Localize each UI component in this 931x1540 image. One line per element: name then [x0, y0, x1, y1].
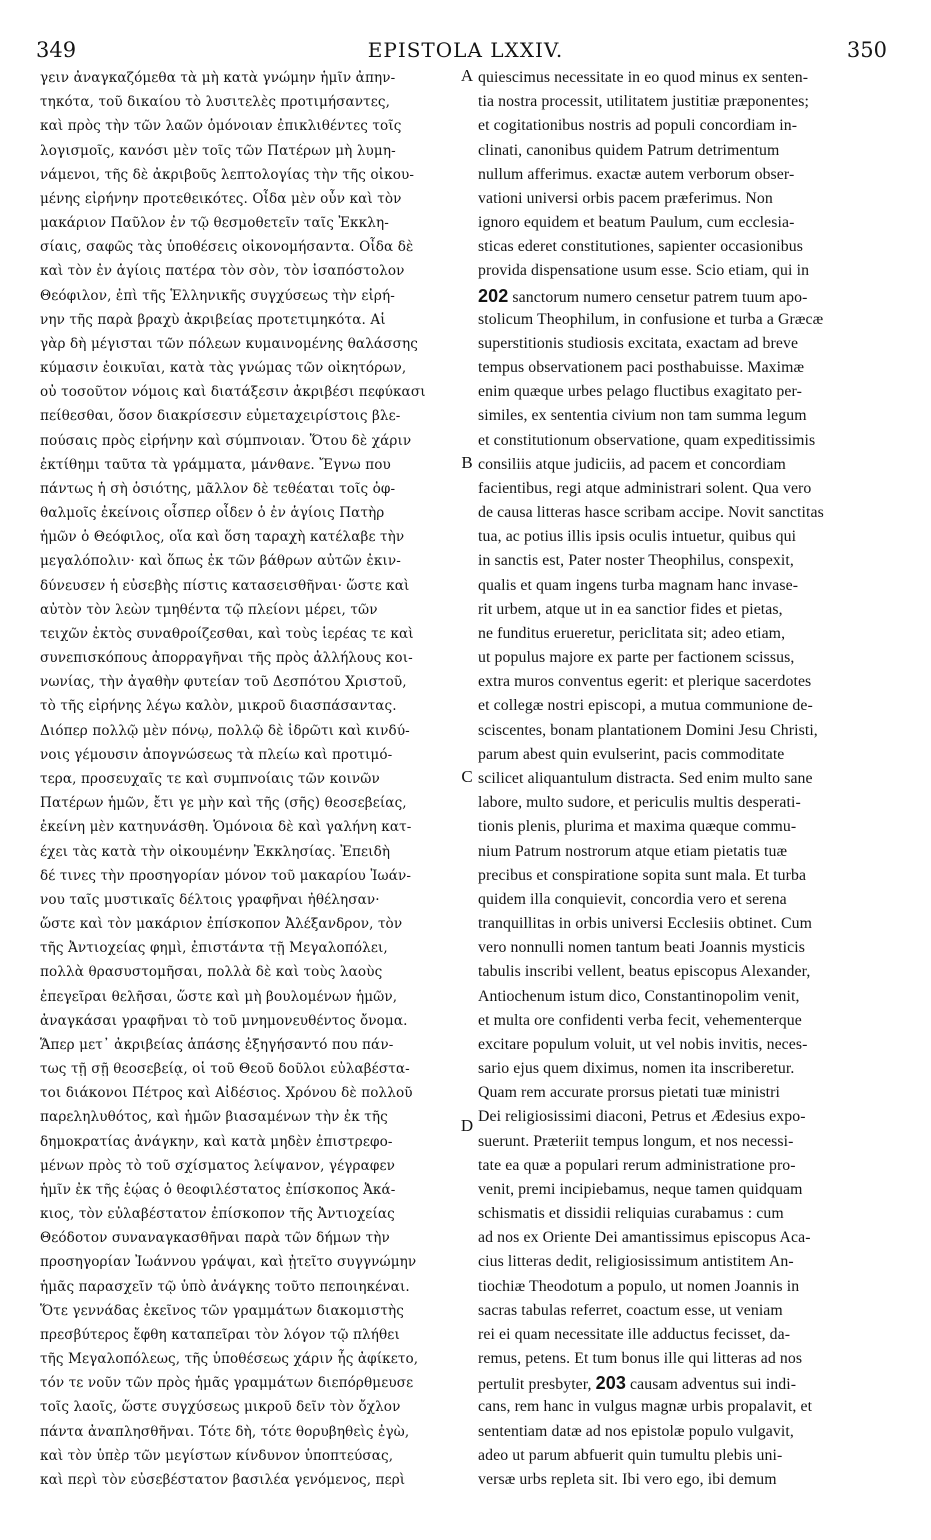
latin-line	[478, 429, 896, 453]
greek-column	[40, 66, 458, 1492]
greek-line: τηκότα, τοῦ δικαίου τὸ λυσιτελὲς προτιμήσαντες,	[40, 94, 391, 111]
greek-line: έχει τὰς κατὰ τὴν οἰκουμένην Ἐκκλησίας. Ἐπειδὴ	[40, 843, 391, 860]
latin-line-text: parum abest quin evulserint, pacis commoditate	[478, 745, 785, 763]
latin-line-text: in sanctis est, Pater noster Theophilus, conspexit,	[478, 552, 794, 570]
latin-line-text: sanctorum numero censetur patrem tuum apo-	[508, 288, 808, 306]
greek-line: γειν ἀναγκαζόμεθα τὰ μὴ κατὰ γνώμην ἡμῖν ἀπην-	[40, 70, 396, 86]
latin-line	[478, 163, 896, 187]
latin-line	[478, 284, 896, 308]
latin-line-text: sticas ederet constitutiones, sapienter occasionibus	[478, 238, 803, 256]
greek-line: ἐκτίθημι ταῦτα τὰ γράμματα, μάνθανε. Ἔγνω που	[40, 456, 391, 473]
margin-marker-b: B	[461, 453, 473, 472]
latin-line	[478, 477, 896, 501]
latin-line	[478, 1444, 896, 1468]
latin-line	[478, 985, 896, 1009]
latin-line-text: sententiam datæ ad nos epistolæ populo vulgavit,	[478, 1422, 794, 1440]
greek-line: πρεσβύτερος ἔφθη καταπεῖραι τὸν λόγον τῷ πλήθει	[40, 1326, 400, 1343]
latin-line	[478, 598, 896, 622]
greek-line: ἡμᾶς παρασχεῖν τῷ ὑπὸ ἀνάγκης τοῦτο πεποιηκέναι.	[40, 1278, 410, 1295]
greek-line: συνεπισκόπους ἀπορραγῆναι τῆς πρὸς ἀλλήλους κοι-	[40, 650, 413, 667]
greek-line: ἡμῶν ὁ Θεόφιλος, οἵα καὶ ὅση ταραχὴ κατέλαβε τὴν	[40, 529, 405, 546]
latin-line-text: enim quæque urbes pelago fluctibus exagitato per-	[478, 383, 802, 401]
latin-line	[478, 404, 896, 428]
latin-line	[478, 1420, 896, 1444]
greek-line: τὸ τῆς εἰρήνης λέγω καλὸν, μικροῦ διασπάσαντας.	[40, 698, 397, 715]
margin-marker-a: A	[460, 66, 474, 85]
page-reference-number: 203	[595, 1373, 626, 1394]
latin-line-text: clinati, canonibus quidem Patrum detrimentum	[478, 141, 780, 159]
greek-line: δημοκρατίας ἀνάγκην, καὶ κατὰ μηδὲν ἐπιστρεφο-	[40, 1133, 393, 1150]
latin-line-text: labore, multo sudore, et periculis multis desperati-	[478, 794, 801, 812]
latin-line-text: nium Patrum nostrorum atque etiam pietatis tuæ	[478, 842, 788, 860]
latin-line-text: rit urbem, atque ut in ea sanctior fides et pietas,	[478, 600, 783, 618]
latin-line	[478, 574, 896, 598]
greek-line: μένων πρὸς τὸ τοῦ σχίσματος λείψανον, γέγραφεν	[40, 1157, 396, 1174]
latin-line-text: cans, rem hanc in vulgus magnæ urbis propalavit, et	[478, 1398, 813, 1416]
latin-line	[478, 501, 896, 525]
latin-line-text: consiliis atque judiciis, ad pacem et concordiam	[478, 455, 786, 473]
latin-line	[478, 912, 896, 936]
page-header	[0, 38, 931, 68]
latin-line	[478, 1081, 896, 1105]
latin-line-text: suerunt. Præteriit tempus longum, et nos necessi-	[478, 1132, 794, 1150]
greek-line: ἡμῖν ἐκ τῆς ἑῴας ὁ θεοφιλέστατος ἐπίσκοπος Ἀκά-	[40, 1181, 396, 1198]
latin-line-text: adeo ut parum abfuerit quin tumultu plebis uni-	[478, 1446, 783, 1464]
greek-line: Θεόδοτον συναναγκασθῆναι παρὰ τῶν δήμων τὴν	[40, 1230, 390, 1247]
greek-line: νοις γέμουσιν ἀπογνώσεως τὰ πλείω καὶ προτιμό-	[40, 746, 393, 763]
greek-line: οὐ τοσοῦτον νόμοις καὶ διατάξεσιν ἀκριβέσι πεφύκασι	[40, 384, 426, 401]
latin-line	[478, 670, 896, 694]
latin-line	[478, 525, 896, 549]
latin-line-text: excitare populum voluit, ut vel nobis invitis, neces-	[478, 1035, 808, 1053]
greek-line: ἀναγκάσαι γραφῆναι τὸ τοῦ μνημονευθέντος ὄνομα.	[40, 1012, 408, 1029]
latin-line-text: sacras tabulas referret, coactum esse, ut veniam	[478, 1301, 783, 1319]
latin-line	[478, 936, 896, 960]
latin-line	[478, 1395, 896, 1419]
latin-line	[478, 622, 896, 646]
greek-line: τερα, προσευχαῖς τε καὶ συμπνοίαις τῶν κοινῶν	[40, 770, 380, 787]
latin-line	[478, 332, 896, 356]
greek-line: κιος, τὸν εὐλαβέστατον ἐπίσκοπον τῆς Ἀντιοχείας	[40, 1206, 395, 1223]
latin-line	[478, 139, 896, 163]
latin-line	[478, 380, 896, 404]
latin-line-text: Dei religiosissimi diaconi, Petrus et Ædesius expo-	[478, 1108, 806, 1126]
greek-line: τῆς Μεγαλοπόλεως, τῆς ὑποθέσεως χάριν ἧς ἀφίκετο,	[40, 1351, 419, 1368]
greek-line: πείθεσθαι, ὅσον διακρίσεσιν εὐμεταχειρίστοις βλε-	[40, 408, 401, 425]
latin-line	[478, 453, 896, 477]
greek-line: ὥστε καὶ τὸν μακάριον ἐπίσκοπον Ἀλέξανδρον, τὸν	[40, 916, 403, 933]
greek-line: αὐτὸν τὸν λεὼν τμηθέντα τῷ πλείονι μέρει, τῶν	[40, 601, 378, 618]
greek-line: πάντως ἡ σὴ ὁσιότης, μᾶλλον δὲ τεθέαται τοῖς ὀφ-	[40, 480, 396, 497]
latin-line	[478, 187, 896, 211]
greek-line: τοι διάκονοι Πέτρος καὶ Αἰδέσιος. Χρόνου δὲ πολλοῦ	[40, 1085, 413, 1102]
latin-line-text: extra muros conventus egerit: et plerique sacerdotes	[478, 673, 812, 691]
latin-line	[478, 646, 896, 670]
latin-line	[478, 211, 896, 235]
latin-line-text: causam adventus sui indi-	[625, 1376, 797, 1394]
latin-line	[478, 1299, 896, 1323]
latin-line-text: tua, ac potius illis ipsis oculis intuetur, quibus qui	[478, 528, 797, 546]
latin-line-text: ignoro equidem et beatum Paulum, cum ecclesia-	[478, 214, 795, 232]
greek-line: Ἅπερ μετ᾽ ἀκριβείας ἁπάσης ἐξηγήσαντό που πάν-	[40, 1036, 394, 1053]
latin-line-text: et constitutionum observatione, quam expeditissimis	[478, 431, 816, 449]
page-number-right: 350	[846, 38, 887, 62]
latin-line	[478, 1226, 896, 1250]
latin-line	[478, 888, 896, 912]
latin-line-text: vero nonnulli nomen tantum beati Joannis mysticis	[478, 939, 805, 957]
greek-line: τοῖς λαοῖς, ὥστε συγχύσεως μικροῦ δεῖν τὸν ὄχλον	[40, 1399, 401, 1416]
greek-line: ἐπεγεῖραι θελῆσαι, ὥστε καὶ μὴ βουλομένων ἡμῶν,	[40, 988, 398, 1005]
greek-line: νωνίας, τὴν ἀγαθὴν φυτείαν τοῦ Δεσπότου Χριστοῦ,	[40, 674, 407, 691]
greek-line: μακάριον Παῦλον ἐν τῷ θεσμοθετεῖν ταῖς Ἐκκλη-	[40, 215, 389, 232]
greek-line: παρεληλυθότος, καὶ ἡμῶν βιασαμένων τὴν ἐκ τῆς	[40, 1109, 388, 1126]
greek-line: κύμασιν ἐοικυῖαι, κατὰ τὰς γνώμας τῶν οἰκητόρων,	[40, 360, 407, 377]
greek-line: καὶ πρὸς τὴν τῶν λαῶν ὁμόνοιαν ἐπικλιθέντες τοῖς	[40, 118, 402, 135]
page-reference-number: 202	[478, 285, 509, 306]
latin-line-text: sario ejus quem diximus, nomen ita inscriberetur.	[478, 1060, 795, 1078]
latin-line	[478, 1371, 896, 1395]
latin-line-text: et collegæ nostri episcopi, a mutua communione de-	[478, 697, 813, 715]
latin-line-text: rei ei quam necessitate ille adductus fecisset, da-	[478, 1325, 791, 1343]
latin-line-text: Quam rem accurate prorsus pietati tuæ ministri	[478, 1084, 781, 1102]
latin-line-text: tempus observationem paci posthabuisse. Maximæ	[478, 359, 805, 377]
greek-line: καὶ περὶ τὸν εὐσεβέστατον βασιλέα γενόμενος, περὶ	[40, 1471, 406, 1488]
latin-line-text: provida dispensatione usum esse. Scio etiam, qui in	[478, 262, 810, 280]
latin-line-text: versæ urbs repleta sit. Ibi vero ego, ibi demum	[478, 1470, 777, 1488]
greek-line: Πατέρων ἡμῶν, ἔτι γε μὴν καὶ τῆς (σῆς) θεοσεβείας,	[40, 795, 407, 812]
latin-line	[478, 1347, 896, 1371]
latin-line-text: et multa ore confidenti verba fecit, vehementerque	[478, 1011, 802, 1029]
greek-line: τως τῇ σῇ θεοσεβείᾳ, οἱ τοῦ Θεοῦ δοῦλοι εὐλαβέστα-	[40, 1061, 410, 1078]
latin-column	[478, 66, 896, 1492]
latin-line	[478, 1202, 896, 1226]
latin-line	[478, 840, 896, 864]
greek-line: τόν τε νοῦν τῶν πρὸς ἡμᾶς γραμμάτων διεπόρθμευσε	[40, 1375, 414, 1392]
greek-line: μεγαλόπολιν· καὶ ὅπως ἐκ τῶν βάθρων αὐτῶν ἐκιν-	[40, 553, 401, 570]
greek-line: λογισμοῖς, κανόσι μὲν τοῖς τῶν Πατέρων μὴ λυμη-	[40, 142, 396, 159]
running-title: EPISTOLA LXXIV.	[367, 38, 564, 62]
greek-line: νου ταῖς μυστικαῖς δέλτοις γραφῆναι ἠθέλησαν·	[40, 891, 380, 908]
greek-line: δέ τινες τὴν προσηγορίαν μόνον τοῦ μακαρίου Ἰωάν-	[40, 867, 412, 884]
greek-line: νάμενοι, τῆς δὲ ἀκριβοῦς λεπτολογίας τὴν τῆς οἰκου-	[40, 166, 415, 183]
latin-line	[478, 1009, 896, 1033]
latin-line-text: cius litteras dedit, religiosissimum antistitem An-	[478, 1253, 794, 1271]
latin-line	[478, 1275, 896, 1299]
latin-line-text: tiochiæ Theodotum a populo, ut nomen Joannis in	[478, 1277, 800, 1295]
latin-line	[478, 1033, 896, 1057]
latin-line-text: facientibus, regi atque administrari solent. Qua vero	[478, 479, 812, 497]
greek-line: πάντα ἀναπλησθῆναι. Τότε δὴ, τότε θορυβηθεὶς ἐγὼ,	[40, 1423, 410, 1440]
greek-line: μένης εἰρήνην προτεθεικότες. Οἶδα μὲν οὖν καὶ τὸν	[40, 190, 402, 207]
greek-line: πούσαις πρὸς εἰρήνην καὶ σύμπνοιαν. Ὅτου δὲ χάριν	[40, 432, 412, 449]
latin-line-text: superstitionis studiosis excitata, exactam ad breve	[478, 334, 799, 352]
latin-line	[478, 66, 896, 90]
latin-line-text: ut populus majore ex parte per factionem scissus,	[478, 649, 795, 667]
latin-line-text: tionis plenis, plurima et maxima quæque commu-	[478, 818, 797, 836]
latin-line	[478, 1468, 896, 1492]
greek-line: Διόπερ πολλῷ μὲν πόνῳ, πολλῷ δὲ ἱδρῶτι καὶ κινδύ-	[40, 722, 410, 739]
greek-line: θαλμοῖς ἐκείνοις οἷσπερ οἶδεν ὁ ἐν ἁγίοις Πατὴρ	[40, 505, 385, 522]
greek-line: Ὅτε γεννάδας ἐκεῖνος τῶν γραμμάτων διακομιστὴς	[40, 1302, 404, 1319]
latin-line-text: pertulit presbyter,	[478, 1376, 596, 1394]
latin-line	[478, 743, 896, 767]
greek-line: πολλὰ θρασυστομῆσαι, πολλὰ δὲ καὶ τοὺς λαοὺς	[40, 964, 383, 981]
latin-line	[478, 791, 896, 815]
latin-line-text: similes, ex sententia civium non tam summa legum	[478, 407, 807, 425]
latin-line	[478, 1130, 896, 1154]
latin-line	[478, 960, 896, 984]
latin-line	[478, 694, 896, 718]
latin-line	[478, 114, 896, 138]
latin-line-text: quidem illa conquievit, concordia vero et serena	[478, 890, 787, 908]
latin-line	[478, 259, 896, 283]
latin-line-text: de causa litteras hasce scribam accipe. Novit sanctitas	[478, 504, 824, 522]
page-number-left: 349	[36, 38, 77, 62]
greek-line: προσηγορίαν Ἰωάννου γράψαι, καὶ ᾐτεῖτο συγγνώμην	[40, 1254, 417, 1271]
latin-line-text: schismatis et dissidii reliquias curabamus : cum	[478, 1205, 784, 1223]
latin-line	[478, 815, 896, 839]
latin-line-text: quiescimus necessitate in eo quod minus ex senten-	[478, 69, 809, 86]
latin-line	[478, 356, 896, 380]
latin-line	[478, 1154, 896, 1178]
latin-line-text: ne funditus erueretur, periclitata sit; adeo etiam,	[478, 624, 786, 642]
greek-line: νην τῆς παρὰ βραχὺ ἀκριβείας προτετιμηκότα. Αἱ	[40, 311, 386, 328]
greek-line: καὶ τὸν ὑπὲρ τῶν μεγίστων κίνδυνον ὑποπτεύσας,	[40, 1447, 394, 1464]
latin-line-text: stolicum Theophilum, in confusione et turba a Græcæ	[478, 310, 824, 328]
greek-line: Θεόφιλον, ἐπὶ τῆς Ἑλληνικῆς συγχύσεως τὴν εἰρή-	[40, 287, 395, 304]
latin-line-text: venit, premi incipiebamus, neque tamen quidquam	[478, 1180, 803, 1198]
latin-line	[478, 235, 896, 259]
latin-line	[478, 549, 896, 573]
latin-line-text: Antiochenum istum dico, Constantinopolim venit,	[478, 987, 800, 1005]
greek-line: καὶ τὸν ἐν ἁγίοις πατέρα τὸν σὸν, τὸν ἰσαπόστολον	[40, 263, 405, 280]
latin-line	[478, 90, 896, 114]
latin-line-text: tia nostra processit, utilitatem justitiæ præponentes;	[478, 93, 809, 111]
latin-line-text: sciscentes, bonam plantationem Domini Jesu Christi,	[478, 721, 818, 739]
latin-line	[478, 767, 896, 791]
greek-line: τῆς Ἀντιοχείας φημὶ, ἐπιστάντα τῇ Μεγαλοπόλει,	[40, 940, 388, 957]
latin-line-text: ad nos ex Oriente Dei amantissimus episcopus Aca-	[478, 1229, 811, 1247]
latin-line-text: tate ea quæ a populari rerum administratione pro-	[478, 1156, 796, 1174]
latin-line-text: qualis et quam ingens turba magnam hanc invase-	[478, 576, 799, 594]
latin-line-text: tabulis inscribi vellent, beatus episcopus Alexander,	[478, 963, 811, 981]
margin-marker-c: C	[461, 767, 473, 786]
greek-line: τειχῶν ἐκτὸς συναθροίζεσθαι, καὶ τοὺς ἱερέας τε καὶ	[40, 625, 414, 642]
greek-line: ἐκείνη μὲν κατηυνάσθη. Ὁμόνοια δὲ καὶ γαλήνη κατ-	[40, 819, 412, 836]
latin-line-text: vationi universi orbis pacem præferimus. Non	[478, 189, 773, 207]
latin-line	[478, 1105, 896, 1129]
latin-line-text: et cogitationibus nostris ad populi concordiam in-	[478, 117, 798, 135]
latin-line-text: tranquillitas in orbis universi Ecclesiis obtinet. Cum	[478, 915, 813, 933]
greek-line: σίαις, σαφῶς τὰς ὑποθέσεις οἰκονομήσαντα. Οἶδα δὲ	[40, 239, 414, 256]
greek-line: γὰρ δὴ μέγισται τῶν πόλεων κυμαινομένης θαλάσσης	[40, 335, 418, 352]
latin-line-text: precibus et conspiratione sopita sunt mala. Et turba	[478, 866, 807, 884]
latin-line	[478, 864, 896, 888]
latin-line-text: nullum afferimus. exactæ autem verborum obser-	[478, 165, 795, 183]
latin-line-text: remus, petens. Et tum bonus ille qui litteras ad nos	[478, 1350, 803, 1368]
latin-line	[478, 719, 896, 743]
latin-line-text: scilicet aliquantulum distracta. Sed enim multo sane	[478, 769, 813, 787]
latin-line	[478, 1323, 896, 1347]
latin-line	[478, 308, 896, 332]
margin-marker-d: D	[460, 1116, 474, 1135]
greek-line: δύνευσεν ἡ εὐσεβὴς πίστις κατασεισθῆναι· ὥστε καὶ	[40, 577, 410, 594]
latin-line	[478, 1057, 896, 1081]
latin-line	[478, 1250, 896, 1274]
latin-line	[478, 1178, 896, 1202]
